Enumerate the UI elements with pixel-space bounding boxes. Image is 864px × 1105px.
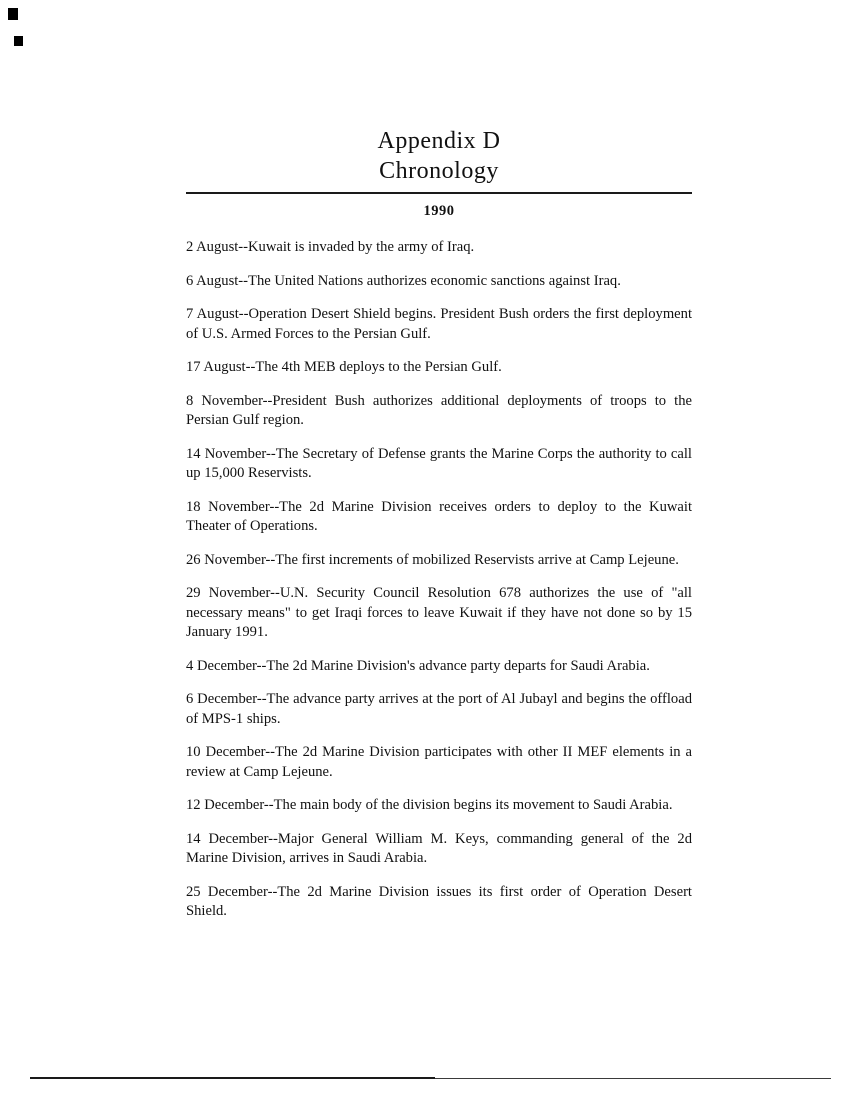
chronology-entry: 8 November--President Bush authorizes additional deployments of troops to the Persian Gulf region.	[186, 392, 692, 428]
appendix-title: Appendix D	[377, 128, 501, 154]
chronology-entry: 25 December--The 2d Marine Division issues its first order of Operation Desert Shield.	[186, 883, 692, 919]
footer-rule-right	[435, 1078, 831, 1079]
chronology-entry: 12 December--The main body of the division begins its movement to Saudi Arabia.	[186, 797, 673, 813]
chronology-entry: 26 November--The first increments of mobilized Reservists arrive at Camp Lejeune.	[186, 551, 679, 568]
chronology-entry: 6 August--The United Nations authorizes economic sanctions against Iraq.	[186, 272, 621, 289]
chronology-entry: 29 November--U.N. Security Council Resolution 678 authorizes the use of "all necessary means" to get Iraqi forces to leave Kuwait if they have not done so by 15 January 1991.	[186, 585, 692, 640]
chronology-title: Chronology	[379, 158, 499, 184]
chronology-entry: 14 November--The Secretary of Defense grants the Marine Corps the authority to call up 15,000 Reservists.	[186, 445, 692, 481]
chronology-entry: 4 December--The 2d Marine Division's advance party departs for Saudi Arabia.	[186, 657, 650, 674]
chronology-entry: 14 December--Major General William M. Keys, commanding general of the 2d Marine Division, arrives in Saudi Arabia.	[186, 830, 692, 866]
scan-artifact-bottom	[14, 36, 23, 46]
chronology-entry: 17 August--The 4th MEB deploys to the Persian Gulf.	[186, 359, 502, 375]
chronology-entry: 18 November--The 2d Marine Division receives orders to deploy to the Kuwait Theater of Operations.	[186, 498, 692, 534]
chronology-entry: 7 August--Operation Desert Shield begins. President Bush orders the first deployment of U.S. Armed Forces to the Persian Gulf.	[186, 306, 692, 342]
scan-artifact-top	[8, 8, 18, 20]
chronology-entry: 10 December--The 2d Marine Division participates with other II MEF elements in a review at Camp Lejeune.	[186, 744, 692, 780]
chronology-entry: 6 December--The advance party arrives at the port of Al Jubayl and begins the offload of MPS-1 ships.	[186, 691, 692, 727]
footer-rule-left	[30, 1077, 435, 1079]
chronology-entries	[186, 238, 692, 922]
document-content	[186, 126, 692, 936]
chronology-entry: 2 August--Kuwait is invaded by the army of Iraq.	[186, 239, 475, 255]
header-rule	[186, 192, 692, 194]
year-heading: 1990	[423, 203, 455, 219]
